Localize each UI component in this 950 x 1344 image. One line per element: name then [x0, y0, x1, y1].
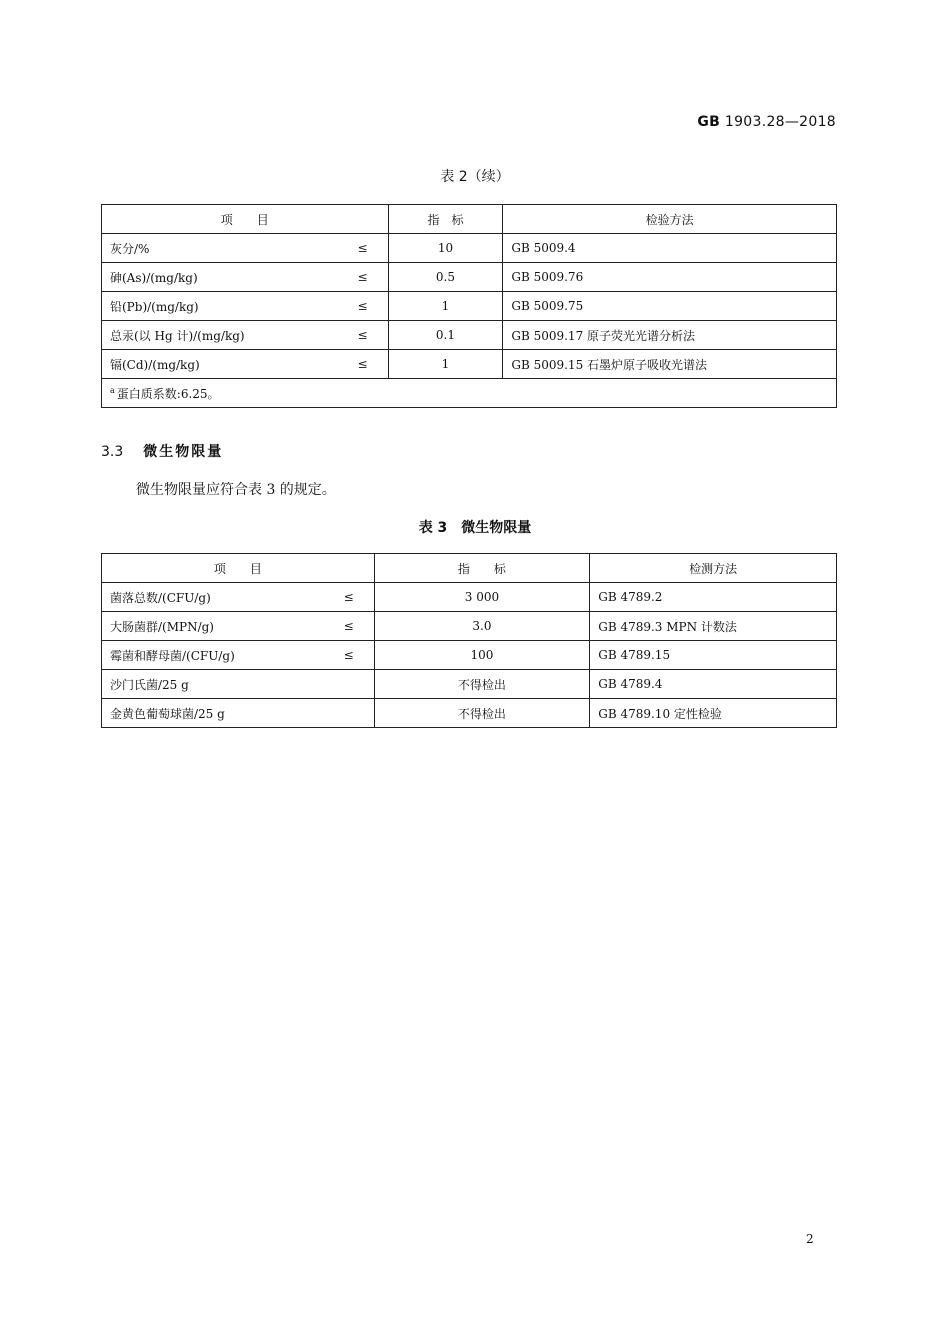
item-cell	[102, 583, 375, 612]
le-symbol: ≤	[343, 590, 354, 604]
le-symbol: ≤	[343, 619, 354, 633]
item-cell	[102, 612, 375, 641]
le-symbol: ≤	[357, 357, 368, 371]
table3-caption: 表 3 微生物限量	[418, 520, 532, 536]
table3-col-value: 指 标	[374, 554, 590, 583]
footnote-text: 蛋白质系数:6.25。	[116, 386, 220, 401]
value-cell: 10	[388, 234, 503, 263]
value-cell: 1	[388, 292, 503, 321]
standard-code	[697, 114, 836, 130]
item-cell	[102, 234, 389, 263]
table-row	[102, 292, 837, 321]
table-row	[102, 234, 837, 263]
method-cell: GB 4789.10 定性检验	[590, 699, 837, 728]
item-cell	[102, 350, 389, 379]
item-label: 沙门氏菌/25 g	[110, 677, 189, 692]
item-cell	[102, 641, 375, 670]
footnote-cell	[102, 379, 837, 408]
item-cell	[102, 321, 389, 350]
item-label: 铅(Pb)/(mg/kg)	[110, 299, 199, 314]
item-label: 金黄色葡萄球菌/25 g	[110, 706, 225, 721]
table-row	[102, 583, 837, 612]
table-row	[102, 670, 837, 699]
page-number: 2	[806, 1232, 814, 1246]
item-label: 菌落总数/(CFU/g)	[110, 590, 211, 605]
value-cell: 1	[388, 350, 503, 379]
table2-footnote-row	[102, 379, 837, 408]
item-cell	[102, 670, 375, 699]
le-symbol: ≤	[343, 648, 354, 662]
method-cell: GB 4789.15	[590, 641, 837, 670]
item-cell	[102, 292, 389, 321]
table-row	[102, 699, 837, 728]
value-cell: 不得检出	[374, 699, 590, 728]
method-cell: GB 5009.15 石墨炉原子吸收光谱法	[503, 350, 837, 379]
table-row	[102, 321, 837, 350]
item-label: 镉(Cd)/(mg/kg)	[110, 357, 200, 372]
value-cell: 0.5	[388, 263, 503, 292]
table2-col-method: 检验方法	[503, 205, 837, 234]
method-cell: GB 4789.2	[590, 583, 837, 612]
value-cell: 100	[374, 641, 590, 670]
le-symbol: ≤	[357, 270, 368, 284]
section-heading	[101, 441, 223, 461]
table-row	[102, 350, 837, 379]
item-cell	[102, 263, 389, 292]
method-cell: GB 5009.4	[503, 234, 837, 263]
table3-header-row	[102, 554, 837, 583]
method-cell: GB 4789.3 MPN 计数法	[590, 612, 837, 641]
method-cell: GB 4789.4	[590, 670, 837, 699]
section-title: 微生物限量	[143, 444, 224, 460]
footnote-marker: a	[110, 385, 115, 395]
le-symbol: ≤	[357, 328, 368, 342]
item-label: 灰分/%	[110, 241, 150, 256]
table2	[101, 204, 837, 408]
value-cell: 不得检出	[374, 670, 590, 699]
le-symbol: ≤	[357, 241, 368, 255]
section-number: 3.3	[101, 444, 124, 460]
value-cell: 3.0	[374, 612, 590, 641]
table-row	[102, 263, 837, 292]
item-label: 大肠菌群/(MPN/g)	[110, 619, 214, 634]
item-label: 砷(As)/(mg/kg)	[110, 270, 198, 285]
table2-col-item: 项 目	[102, 205, 389, 234]
standard-code-prefix: GB	[697, 114, 721, 130]
table-row	[102, 612, 837, 641]
table2-col-value: 指 标	[388, 205, 503, 234]
method-cell: GB 5009.76	[503, 263, 837, 292]
value-cell: 3 000	[374, 583, 590, 612]
item-label: 霉菌和酵母菌/(CFU/g)	[110, 648, 235, 663]
section-paragraph: 微生物限量应符合表 3 的规定。	[136, 482, 336, 498]
item-label: 总汞(以 Hg 计)/(mg/kg)	[110, 328, 245, 343]
le-symbol: ≤	[357, 299, 368, 313]
method-cell: GB 5009.17 原子荧光光谱分析法	[503, 321, 837, 350]
value-cell: 0.1	[388, 321, 503, 350]
table2-header-row	[102, 205, 837, 234]
table3-col-method: 检测方法	[590, 554, 837, 583]
table-row	[102, 641, 837, 670]
item-cell	[102, 699, 375, 728]
standard-code-number: 1903.28—2018	[724, 114, 836, 130]
table3-col-item: 项 目	[102, 554, 375, 583]
method-cell: GB 5009.75	[503, 292, 837, 321]
table3	[101, 553, 837, 728]
table2-caption: 表 2（续）	[440, 169, 510, 185]
